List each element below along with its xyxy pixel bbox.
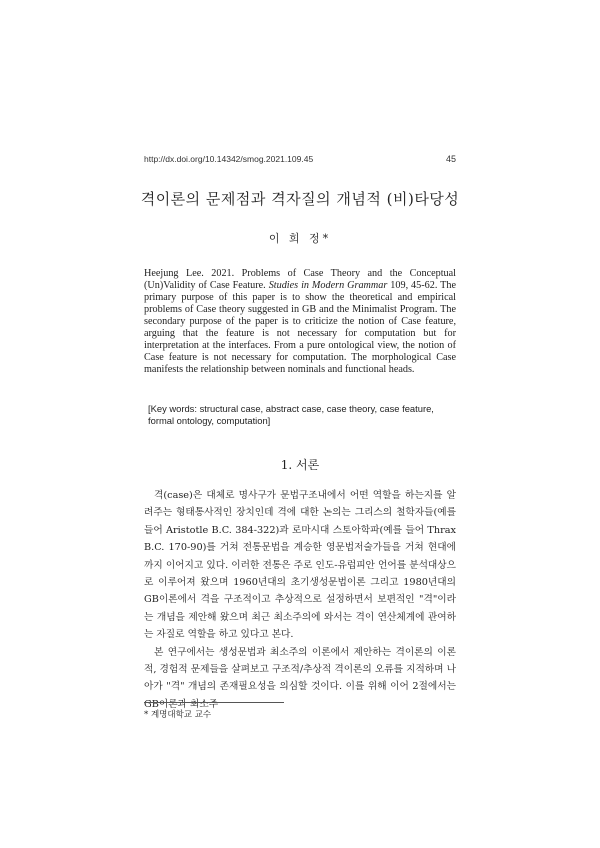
abstract — [144, 268, 456, 376]
footnote-divider — [144, 702, 284, 703]
abstract-body: The primary purpose of this paper is to show the theoretical and empirical problems of Case theory suggested in GB and the Minimalist Program. The secondary purpose of the paper is to criticize the notion of Case feature, arguing that the feature is not necessary for computation but for interpretation at the interfaces. From a pure ontological view, the notion of Case feature is not necessary for computation. The morphological Case manifests the relationship between nominals and functional heads. — [144, 280, 456, 375]
doi-link[interactable]: http://dx.doi.org/10.14342/smog.2021.109.45 — [144, 154, 314, 164]
paragraph: 격(case)은 대체로 명사구가 문법구조내에서 어떤 역할을 하는지를 알려주는 형태통사적인 장치인데 격에 대한 논의는 그리스의 철학자들(예를 들어 Aristotle B.C. 384-322)과 로마시대 스토아학파(예를 들어 Thrax B.C. 170-90)를 거쳐 전통문법을 계승한 영문법저술가들을 거쳐 현대에까지 이어지고 있다. 이러한 전통은 주로 인도-유럽피안 언어를 분석대상으로 이루어져 왔으며 1960년대의 초기생성문법이론 그리고 1980년대의 GB이론에서 격을 구조적이고 추상적으로 설정하면서 보편적인 "격"이라는 개념을 제안해 왔으며 최근 최소주의에 와서는 격이 연산체계에 관여하는 자질로 역할을 하고 있다고 본다. — [144, 490, 456, 641]
paper-title: 격이론의 문제점과 격자질의 개념적 (비)타당성 — [140, 190, 460, 208]
body-text — [144, 487, 456, 713]
section-heading: 1. 서론 — [280, 458, 320, 472]
footnote: * 계명대학교 교수 — [144, 710, 212, 720]
keywords-list: structural case, abstract case, case theory, case feature, formal ontology, computation] — [148, 403, 434, 426]
abstract-citation-pages: 109, 45-62. — [390, 280, 438, 291]
paragraph: 본 연구에서는 생성문법과 최소주의 이론에서 제안하는 격이론의 이론적, 경험적 문제들을 살펴보고 구조적/추상적 격이론의 오류를 지적하며 나아가 "격" 개념의 존재필요성을 의심할 것이다. 이를 위해 이어 2절에서는 GB이론과 최소주 — [144, 646, 456, 710]
page-number: 45 — [445, 154, 456, 164]
abstract-citation: Heejung Lee. 2021. Problems of Case Theory and the Conceptual (Un)Validity of Case Feature. — [144, 268, 456, 291]
keywords-label: [Key words: — [148, 403, 197, 414]
keywords — [148, 403, 454, 427]
author-name: 이 희 정* — [268, 232, 332, 245]
journal-name: Studies in Modern Grammar — [268, 280, 388, 291]
